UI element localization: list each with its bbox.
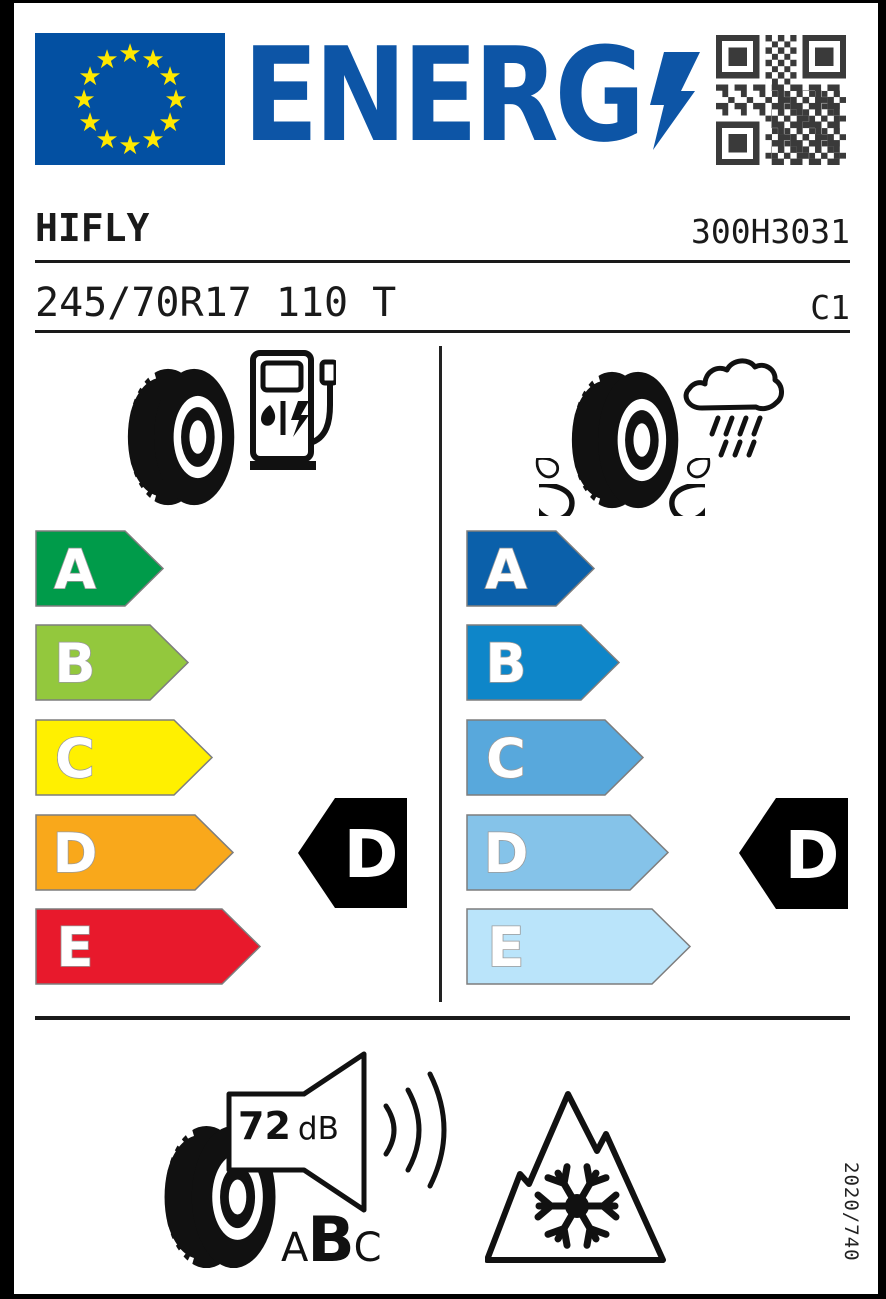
svg-text:B: B xyxy=(485,632,527,695)
wet-scale-arrow-b xyxy=(466,624,621,701)
svg-text:★: ★ xyxy=(164,85,188,115)
wet-scale-arrow-e xyxy=(466,908,692,985)
regulation-number: 2020/740 xyxy=(840,1162,862,1262)
water-splash-icon xyxy=(539,484,577,516)
noise-class-c: C xyxy=(353,1224,381,1271)
svg-text:★: ★ xyxy=(158,108,182,138)
svg-text:B: B xyxy=(54,632,96,695)
svg-text:D: D xyxy=(52,822,98,885)
svg-text:★: ★ xyxy=(141,125,165,155)
divider-line xyxy=(35,330,850,333)
svg-text:E: E xyxy=(56,916,94,979)
noise-class-b-selected: B xyxy=(307,1203,354,1276)
rain-cloud-icon xyxy=(680,350,786,470)
wet-scale-arrow-d xyxy=(466,814,670,891)
water-splash-icon xyxy=(533,458,560,481)
fuel-pump-icon xyxy=(250,349,336,479)
svg-text:★: ★ xyxy=(78,108,102,138)
tyre-size-designation: 245/70R17 110 T xyxy=(35,280,397,326)
svg-text:D: D xyxy=(483,822,529,885)
svg-text:★: ★ xyxy=(78,62,102,92)
energy-logo-text: ENERG xyxy=(243,19,641,171)
fuel-scale-arrow-a xyxy=(35,530,165,607)
svg-text:★: ★ xyxy=(158,62,182,92)
tire-icon xyxy=(126,366,238,508)
svg-text:D: D xyxy=(784,817,840,894)
svg-text:★: ★ xyxy=(118,39,142,69)
svg-text:C: C xyxy=(486,727,526,790)
svg-text:E: E xyxy=(487,916,525,979)
svg-text:★: ★ xyxy=(118,131,142,161)
qr-code-icon xyxy=(716,34,846,166)
svg-text:★: ★ xyxy=(95,125,119,155)
tyre-class: C1 xyxy=(810,288,850,327)
wet-scale-arrow-a xyxy=(466,530,596,607)
fuel-scale-arrow-c xyxy=(35,719,214,796)
fuel-rating-indicator xyxy=(297,797,408,909)
divider-line xyxy=(35,260,850,263)
wet-rating-indicator xyxy=(738,797,849,910)
snowflake-mountain-icon xyxy=(485,1088,670,1268)
svg-text:★: ★ xyxy=(141,45,165,75)
noise-value: 72 xyxy=(238,1104,291,1148)
svg-text:A: A xyxy=(485,538,527,601)
wet-scale-arrow-c xyxy=(466,719,645,796)
divider-line xyxy=(35,1016,850,1020)
noise-class-a: A xyxy=(281,1224,308,1271)
water-splash-icon xyxy=(667,484,705,516)
water-splash-icon xyxy=(686,458,713,481)
sound-waves-icon xyxy=(380,1056,465,1204)
noise-class-scale xyxy=(281,1203,381,1276)
fuel-scale-arrow-d xyxy=(35,814,235,891)
svg-text:D: D xyxy=(343,816,399,893)
noise-unit: dB xyxy=(297,1111,339,1147)
svg-text:A: A xyxy=(54,538,96,601)
svg-text:★: ★ xyxy=(72,85,96,115)
tyre-type-identifier: 300H3031 xyxy=(691,212,850,251)
fuel-scale-arrow-b xyxy=(35,624,190,701)
eu-flag-icon xyxy=(35,33,225,165)
supplier-brand: HIFLY xyxy=(35,206,150,250)
svg-text:★: ★ xyxy=(95,45,119,75)
lightning-bolt-icon xyxy=(650,52,700,150)
column-divider xyxy=(439,346,442,1002)
tire-icon xyxy=(570,369,682,511)
fuel-scale-arrow-e xyxy=(35,908,262,985)
noise-level xyxy=(238,1104,368,1148)
svg-text:C: C xyxy=(55,727,95,790)
